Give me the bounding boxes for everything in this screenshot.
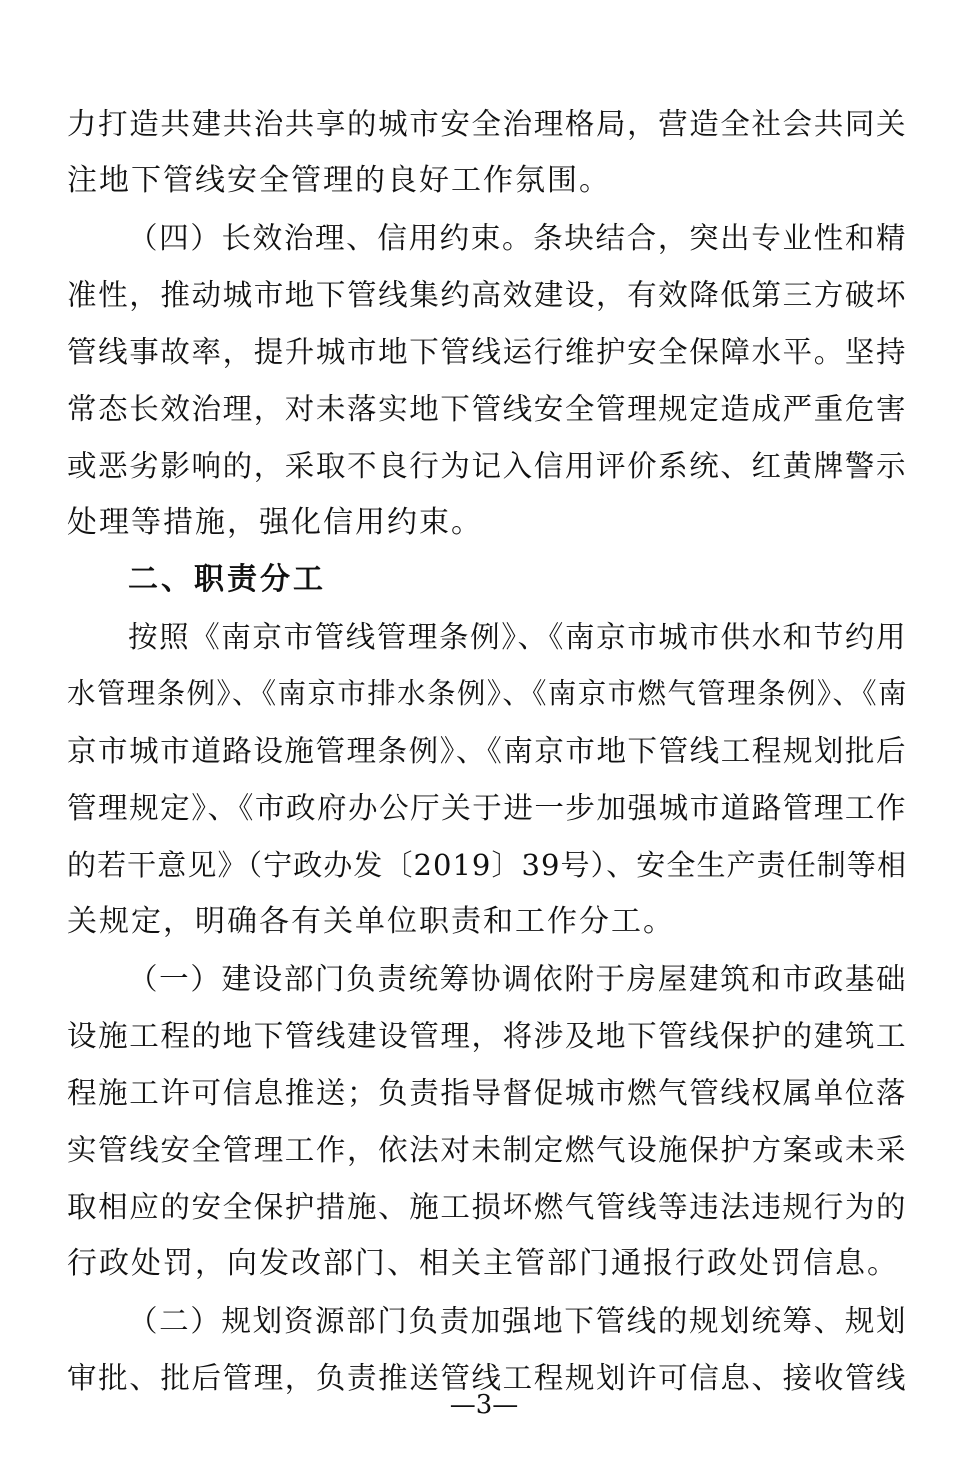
- text-line: 取相应的安全保护措施、施工损坏燃气管线等违法违规行为的: [67, 1190, 907, 1224]
- text-line: 程施工许可信息推送；负责指导督促城市燃气管线权属单位落: [67, 1076, 907, 1110]
- text-line: 实管线安全管理工作，依法对未制定燃气设施保护方案或未采: [67, 1133, 907, 1167]
- text-line: （二）规划资源部门负责加强地下管线的规划统筹、规划: [128, 1304, 907, 1338]
- text-line: 行政处罚，向发改部门、相关主管部门通报行政处罚信息。: [67, 1246, 899, 1281]
- text-line: 审批、批后管理，负责推送管线工程规划许可信息、接收管线: [67, 1361, 907, 1395]
- text-line: 关规定，明确各有关单位职责和工作分工。: [67, 904, 675, 939]
- section-heading: 二、职责分工: [128, 562, 326, 597]
- text-line: 常态长效治理，对未落实地下管线安全管理规定造成严重危害: [67, 392, 907, 426]
- text-line: 的若干意见》（宁政办发〔2019〕39号）、安全生产责任制等相: [67, 848, 907, 882]
- text-line: 或恶劣影响的，采取不良行为记入信用评价系统、红黄牌警示: [67, 449, 907, 483]
- text-line: 水管理条例》、《南京市排水条例》、《南京市燃气管理条例》、《南: [67, 677, 907, 710]
- text-line: （一）建设部门负责统筹协调依附于房屋建筑和市政基础: [128, 962, 907, 996]
- text-line: （四）长效治理、信用约束。条块结合，突出专业性和精: [128, 221, 907, 255]
- text-line: 力打造共建共治共享的城市安全治理格局，营造全社会共同关: [67, 107, 907, 141]
- text-line: 设施工程的地下管线建设管理，将涉及地下管线保护的建筑工: [67, 1019, 907, 1053]
- text-line: 处理等措施，强化信用约束。: [67, 505, 483, 540]
- text-line: 准性，推动城市地下管线集约高效建设，有效降低第三方破坏: [67, 278, 907, 312]
- page-number: —3—: [449, 1390, 519, 1420]
- text-line: 管线事故率，提升城市地下管线运行维护安全保障水平。坚持: [67, 335, 907, 369]
- text-line: 京市城市道路设施管理条例》、《南京市地下管线工程规划批后: [67, 734, 907, 768]
- text-line: 管理规定》、《市政府办公厅关于进一步加强城市道路管理工作: [67, 791, 907, 825]
- text-line: 按照《南京市管线管理条例》、《南京市城市供水和节约用: [128, 620, 907, 654]
- text-line: 注地下管线安全管理的良好工作氛围。: [67, 163, 611, 198]
